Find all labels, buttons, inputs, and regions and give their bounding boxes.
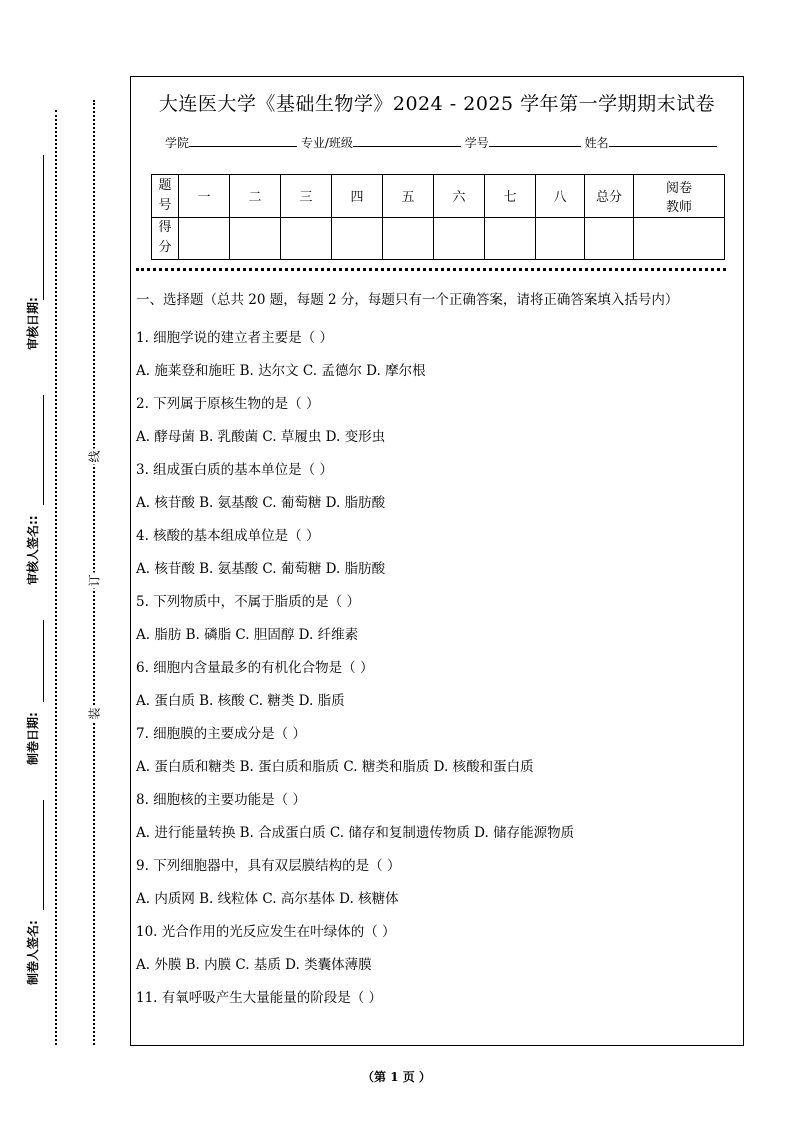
score-col-6: 六: [434, 175, 485, 218]
score-col-4: 四: [332, 175, 383, 218]
question-text: 9. 下列细胞器中，具有双层膜结构的是（ ）: [136, 858, 401, 874]
score-col-8: 八: [536, 175, 585, 218]
question-text: 11. 有氧呼吸产生大量能量的阶段是（ ）: [136, 990, 383, 1006]
question-options: A. 脂肪 B. 磷脂 C. 胆固醇 D. 纤维素: [136, 627, 359, 643]
college-label: 学院: [165, 136, 190, 150]
question-list: [136, 289, 733, 1015]
bind-char-order: 订: [87, 574, 102, 587]
score-col-7: 七: [485, 175, 536, 218]
bind-char-line: 线: [87, 450, 102, 463]
score-table-score-row: [152, 217, 725, 260]
score-table: [151, 174, 725, 260]
bind-char-fix: 装: [87, 707, 102, 720]
score-cell-reviewer[interactable]: [634, 217, 725, 260]
maker-date-label: 制卷日期:: [26, 712, 40, 765]
audit-date-label: 审核日期:: [26, 297, 40, 350]
question-text: 6. 细胞内含量最多的有机化合物是（ ）: [136, 660, 374, 676]
maker-date-line: [43, 620, 44, 702]
question-options: A. 蛋白质和糖类 B. 蛋白质和脂质 C. 糖类和脂质 D. 核酸和蛋白质: [136, 759, 534, 775]
score-cell[interactable]: [536, 217, 585, 260]
score-col-total: 总分: [585, 175, 634, 218]
exam-frame: [130, 76, 744, 1046]
score-cell[interactable]: [179, 217, 230, 260]
question-options: A. 核苷酸 B. 氨基酸 C. 葡萄糖 D. 脂肪酸: [136, 495, 386, 511]
question-text: 3. 组成蛋白质的基本单位是（ ）: [136, 462, 333, 478]
exam-title: 大连医大学《基础生物学》2024 - 2025 学年第一学期期末试卷: [158, 93, 716, 115]
question-options: A. 进行能量转换 B. 合成蛋白质 C. 储存和复制遗传物质 D. 储存能源物质: [136, 825, 575, 841]
score-cell[interactable]: [332, 217, 383, 260]
score-col-reviewer: 阅卷 教师: [634, 175, 725, 218]
auditor-sign-label: 审核人签名::: [26, 515, 40, 585]
question-text: 5. 下列物质中，不属于脂质的是（ ）: [136, 594, 360, 610]
score-table-header-row: [152, 175, 725, 218]
dotted-separator: [136, 268, 726, 271]
question-text: 4. 核酸的基本组成单位是（ ）: [136, 528, 320, 544]
auditor-sign-line: [43, 395, 44, 505]
page-number: （第 1 页 ）: [362, 1070, 431, 1084]
score-col-1: 一: [179, 175, 230, 218]
major-field[interactable]: [353, 134, 461, 147]
major-label: 专业/班级: [300, 136, 353, 150]
binding-dotted-line-outer: [55, 110, 57, 1045]
maker-sign-line: [43, 800, 44, 910]
question-text: 8. 细胞核的主要功能是（ ）: [136, 792, 306, 808]
score-col-2: 二: [230, 175, 281, 218]
audit-date-line: [43, 155, 44, 300]
score-cell[interactable]: [230, 217, 281, 260]
score-cell[interactable]: [383, 217, 434, 260]
college-field[interactable]: [189, 134, 297, 147]
question-text: 1. 细胞学说的建立者主要是（ ）: [136, 330, 333, 346]
question-options: A. 施莱登和施旺 B. 达尔文 C. 孟德尔 D. 摩尔根: [136, 363, 426, 379]
question-options: A. 外膜 B. 内膜 C. 基质 D. 类囊体薄膜: [136, 957, 372, 973]
score-cell-total[interactable]: [585, 217, 634, 260]
question-options: A. 酵母菌 B. 乳酸菌 C. 草履虫 D. 变形虫: [136, 429, 386, 445]
question-options: A. 核苷酸 B. 氨基酸 C. 葡萄糖 D. 脂肪酸: [136, 561, 386, 577]
question-text: 10. 光合作用的光反应发生在叶绿体的（ ）: [136, 924, 396, 940]
score-col-5: 五: [383, 175, 434, 218]
score-table-score-label: 得 分: [152, 217, 179, 260]
score-cell[interactable]: [434, 217, 485, 260]
student-info-row: [165, 134, 717, 151]
score-table-row-label: 题 号: [152, 175, 179, 218]
name-label: 姓名: [584, 136, 609, 150]
question-options: A. 蛋白质 B. 核酸 C. 糖类 D. 脂质: [136, 693, 345, 709]
question-options: A. 内质网 B. 线粒体 C. 高尔基体 D. 核糖体: [136, 891, 399, 907]
student-id-field[interactable]: [489, 134, 581, 147]
score-cell[interactable]: [281, 217, 332, 260]
score-col-3: 三: [281, 175, 332, 218]
maker-sign-label: 制卷人签名:: [26, 920, 40, 985]
section-header: 一、选择题（总共 20 题，每题 2 分，每题只有一个正确答案，请将正确答案填入括号内）: [136, 292, 679, 308]
name-field[interactable]: [609, 134, 717, 147]
score-cell[interactable]: [485, 217, 536, 260]
student-id-label: 学号: [464, 136, 489, 150]
question-text: 7. 细胞膜的主要成分是（ ）: [136, 726, 306, 742]
question-text: 2. 下列属于原核生物的是（ ）: [136, 396, 320, 412]
